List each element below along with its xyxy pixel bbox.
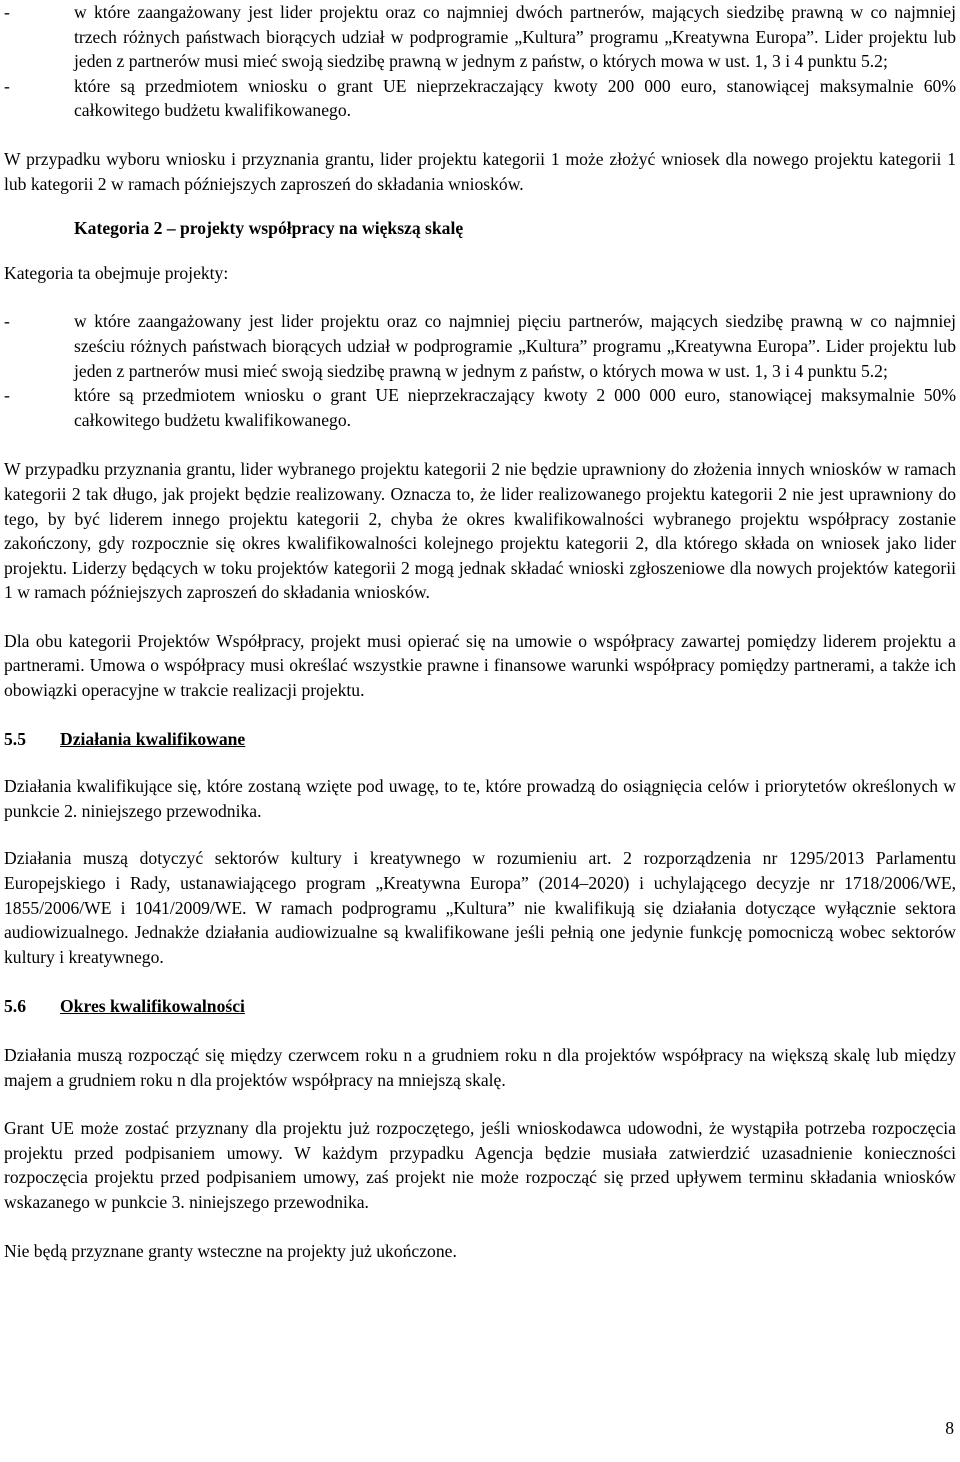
paragraph: Dla obu kategorii Projektów Współpracy, projekt musi opierać się na umowie o współpracy zawartej pomiędzy liderem projektu a partnerami. Umowa o współpracy musi określać wszystkie prawne i finansowe warunki współpracy pomiędzy partnerami, a także ich obowiązki operacyjne w trakcie realizacji projektu. (4, 630, 956, 701)
paragraph: W przypadku wyboru wniosku i przyznania grantu, lider projektu kategorii 1 może złożyć wniosek dla nowego projektu kategorii 1 lub kategorii 2 w ramach późniejszych zaproszeń do składania wniosków. (4, 148, 956, 194)
category-2-heading: Kategoria 2 – projekty współpracy na większą skalę (74, 218, 464, 239)
list-item (4, 309, 956, 383)
paragraph: W przypadku przyznania grantu, lider wybranego projektu kategorii 2 nie będzie uprawniony do złożenia innych wniosków w ramach kategorii 2 tak długo, jak projekt będzie realizowany. Oznacza to, że lider realizowanego projektu kategorii 2 nie jest uprawniony do tego, by być liderem innego projektu kategorii 2, chyba że okres kwalifikowalności wybranego projektu współpracy zostanie zakończony, gdy rozpocznie się okres kwalifikowalności kolejnego projektu kategorii 2, dla którego składa on wniosek jako lider projektu. Liderzy będących w toku projektów kategorii 2 mogą jednak składać wnioski zgłoszeniowe dla nowych projektów kategorii 1 w ramach późniejszych zaproszeń do składania wniosków. (4, 459, 956, 603)
page-content (4, 0, 956, 1263)
section-heading-5-6 (4, 994, 956, 1019)
paragraph: Grant UE może zostać przyznany dla projektu już rozpoczętego, jeśli wnioskodawca udowodni, że wystąpiła potrzeba rozpoczęcia projektu przed podpisaniem umowy. W każdym przypadku Agencja będzie musiała zatwierdzić uzasadnienie konieczności rozpoczęcia projektu przed podpisaniem umowy, zaś projekt nie może rozpocząć się przed upływem terminu składania wniosków wskazanego w punkcie 3. niniejszego przewodnika. (4, 1118, 956, 1212)
section-title: Okres kwalifikowalności (60, 996, 245, 1017)
list-item-text: które są przedmiotem wniosku o grant UE nieprzekraczający kwoty 200 000 euro, stanowiącej maksymalnie 60% całkowitego budżetu kwalifikowanego. (74, 75, 956, 121)
list-dash: - (4, 75, 10, 96)
category-1-criteria-list (4, 0, 956, 123)
section-number: 5.6 (4, 996, 26, 1017)
list-item-text: w które zaangażowany jest lider projektu oraz co najmniej pięciu partnerów, mających siedzibę prawną w co najmniej sześciu różnych państwach biorących udział w podprogramie „Kultura” programu „Kreatywna Europa”. Lider projektu lub jeden z partnerów musi mieć swoją siedzibę prawną w jednym z państw, o których mowa w ust. 1, 3 i 4 punktu 5.2; (74, 311, 956, 381)
list-item (4, 383, 956, 432)
paragraph: Działania muszą dotyczyć sektorów kultury i kreatywnego w rozumieniu art. 2 rozporządzenia nr 1295/2013 Parlamentu Europejskiego i Rady, ustanawiającego program „Kreatywna Europa” (2014–2020) i uchylającego decyzje nr 1718/2006/WE, 1855/2006/WE i 1041/2009/WE. W ramach podprogramu „Kultura” nie kwalifikują się działania dotyczące wyłącznie sektora audiowizualnego. Jednakże działania audiowizualne są kwalifikowane jeśli pełnią one jedynie funkcję pomocniczą wobec sektorów kultury i kreatywnego. (4, 848, 956, 967)
category-2-criteria-list (4, 309, 956, 432)
list-dash: - (4, 2, 10, 22)
section-number: 5.5 (4, 728, 26, 749)
paragraph: Nie będą przyznane granty wsteczne na projekty już ukończone. (4, 1240, 457, 1261)
page-number: 8 (945, 1418, 954, 1438)
list-dash: - (4, 311, 10, 332)
category-2-intro: Kategoria ta obejmuje projekty: (4, 262, 229, 283)
list-item-text: w które zaangażowany jest lider projektu oraz co najmniej dwóch partnerów, mających siedzibę prawną w co najmniej trzech różnych państwach biorących udział w podprogramie „Kultura” programu „Kreatywna Europa”. Lider projektu lub jeden z partnerów musi mieć swoją siedzibę prawną w jednym z państw, o których mowa w ust. 1, 3 i 4 punktu 5.2; (74, 2, 956, 72)
paragraph: Działania kwalifikujące się, które zostaną wzięte pod uwagę, to te, które prowadzą do osiągnięcia celów i priorytetów określonych w punkcie 2. niniejszego przewodnika. (4, 776, 956, 821)
paragraph: Działania muszą rozpocząć się między czerwcem roku n a grudniem roku n dla projektów współpracy na większą skalę lub między majem a grudniem roku n dla projektów współpracy na mniejszą skalę. (4, 1045, 956, 1090)
list-item (4, 74, 956, 123)
list-dash: - (4, 385, 10, 406)
section-title: Działania kwalifikowane (60, 728, 246, 749)
list-item-text: które są przedmiotem wniosku o grant UE nieprzekraczający kwoty 2 000 000 euro, stanowiącej maksymalnie 50% całkowitego budżetu kwalifikowanego. (74, 385, 956, 430)
list-item (4, 0, 956, 74)
section-heading-5-5 (4, 727, 956, 752)
